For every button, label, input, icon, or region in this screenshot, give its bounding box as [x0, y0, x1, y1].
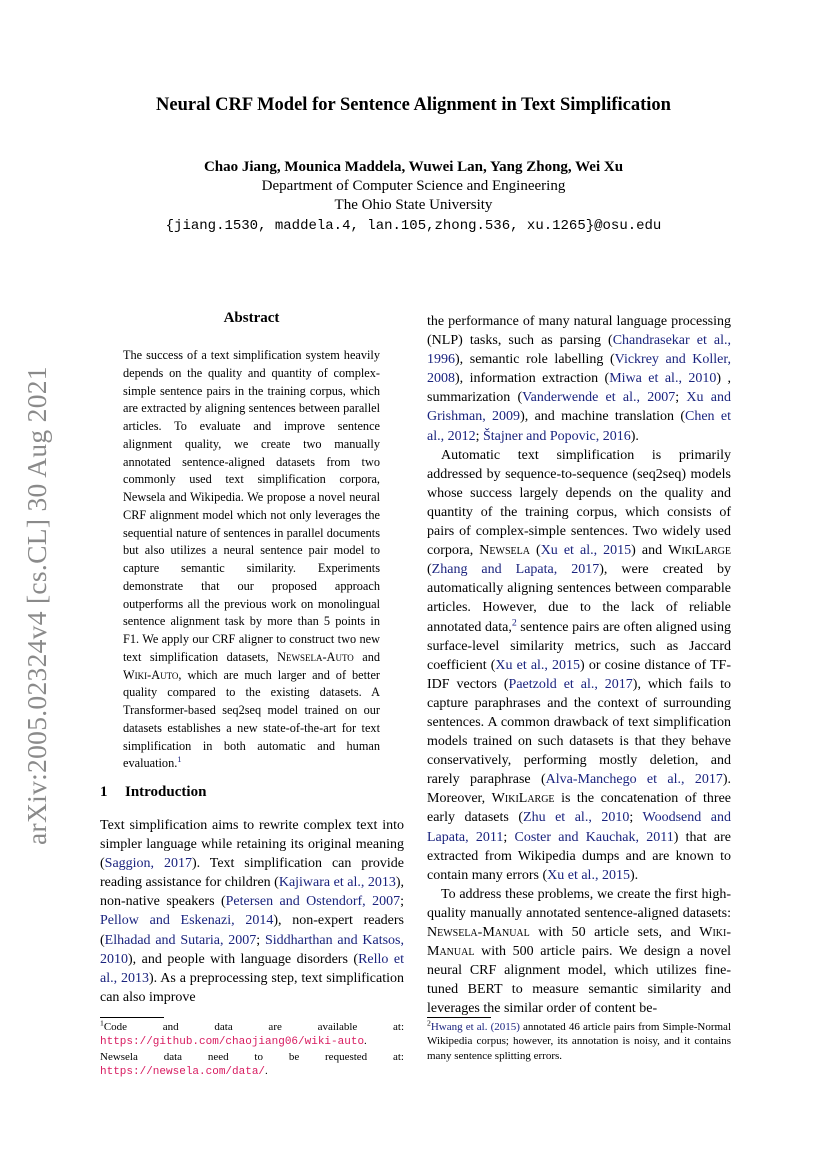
affiliation-department: Department of Computer Science and Engineering — [261, 178, 566, 194]
citation-link[interactable]: Coster and Kauchak, 2011 — [514, 829, 674, 845]
dataset-name: Wiki-Manual — [427, 925, 731, 960]
abstract-body: The success of a text simplification system heavily depends on the quality and quantity of complex-simple sentence pairs in the training corpus, which are extracted by aligning sentences between parallel articles. To evaluate and improve sentence alignment quality, we create two manually annotated sentence-aligned datasets from two commonly used text simplification corpora, Newsela and Wikipedia. We propose a novel neural CRF alignment model which not only leverages the sequential nature of sentences in parallel documents but also utilizes a neural sentence pair model to capture semantic similarity. Experiments demonstrate that our proposed approach outperforms all the previous work on monolingual sentence alignment task by more than 5 points in F1. We apply our CRF aligner to construct two new text simplification datasets, Newsela-Auto and Wiki-Auto, which are much larger and of better quality compared to the existing datasets. A Transformer-based seq2seq model trained on our datasets establishes a new state-of-the-art for text simplification in both automatic and human evaluation.$^1$ — [123, 348, 380, 771]
citation-link[interactable]: Chandrasekar et al., 1996 — [427, 333, 731, 368]
citation-link[interactable]: Siddharthan and Katsos, 2010 — [100, 932, 405, 967]
intro-paragraph-2: Automatic text simplification is primarily addressed by sequence-to-sequence (seq2seq) models whose success largely depends on the quality and quantity of the training corpus, which consists of pairs of complex-simple sentences. Two widely used corpora, Newsela (Xu et al., 2015) and WikiLarge (Zhang and Lapata, 2017), were created by automatically aligning sentences between comparable articles. However, due to the lack of reliable annotated data,$^2$ sentence pairs are often aligned using surface-level similarity metrics, such as Jaccard coefficient (Xu et al., 2015) or cosine distance of TF-IDF vectors (Paetzold et al., 2017), which fails to capture paraphrases and the context of surrounding sentences. A common drawback of text simplification models trained on such datasets is that they behave conservatively, performing mostly deletion, and rarely paraphrase (Alva-Manchego et al., 2017). Moreover, WikiLarge is the concatenation of three early datasets (Zhu et al., 2010; Woodsend and Lapata, 2011; Coster and Kauchak, 2011) that are extracted from Wikipedia dumps and are known to contain many errors (Xu et al., 2015). — [427, 447, 732, 883]
citation-link[interactable]: Alva-Manchego et al., 2017 — [545, 772, 723, 788]
footnote-marker[interactable]: 1 — [177, 754, 182, 765]
citation-link[interactable]: Hwang et al. (2015) — [430, 1021, 520, 1033]
dataset-name: Wiki-Auto — [123, 667, 179, 682]
footnote-1: $^1$Code and data are available at: https://github.com/chaojiang06/wiki-auto. Newsela data need to be requested at: https://newsela.com/data/. — [100, 1018, 404, 1078]
section-title: Introduction — [125, 784, 207, 800]
footnote-rule — [100, 1017, 164, 1018]
citation-link[interactable]: Kajiwara et al., 2013 — [278, 875, 396, 891]
code-url-link[interactable]: https://github.com/chaojiang06/wiki-auto — [100, 1036, 365, 1049]
citation-link[interactable]: Chen et al., 2012 — [427, 409, 731, 444]
citation-link[interactable]: Elhadad and Sutaria, 2007 — [104, 932, 257, 948]
footnote-2: $^2$Hwang et al. (2015) annotated 46 article pairs from Simple-Normal Wikipedia corpus; however, its annotation is noisy, and it contains many sentence splitting errors. — [427, 1018, 731, 1062]
citation-link[interactable]: Vickrey and Koller, 2008 — [427, 352, 732, 387]
dataset-name: Newsela-Manual — [427, 925, 530, 940]
citation-link[interactable]: Rello et al., 2013 — [100, 951, 404, 986]
paper-title: Neural CRF Model for Sentence Alignment in Text Simplification — [156, 95, 671, 115]
citation-link[interactable]: Paetzold et al., 2017 — [508, 676, 633, 692]
abstract-heading: Abstract — [223, 310, 280, 326]
footnote-rule — [427, 1017, 491, 1018]
intro-paragraph-1-continued: the performance of many natural language processing (NLP) tasks, such as parsing (Chandrasekar et al., 1996), semantic role labelling (Vickrey and Koller, 2008), information extraction (Miwa et al., 2010) , summarization (Vanderwende et al., 2007; Xu and Grishman, 2009), and machine translation (Chen et al., 2012; Štajner and Popovic, 2016). — [427, 314, 732, 444]
citation-link[interactable]: Zhang and Lapata, 2017 — [431, 562, 600, 578]
author-emails: {jiang.1530, maddela.4, lan.105,zhong.536, xu.1265}@osu.edu — [165, 218, 662, 234]
footnote-marker[interactable]: 2 — [511, 616, 517, 628]
citation-link[interactable]: Xu et al., 2015 — [540, 543, 632, 559]
citation-link[interactable]: Pellow and Eskenazi, 2014 — [100, 913, 274, 929]
dataset-name: Newsela-Auto — [277, 649, 354, 664]
arxiv-identifier-stamp: arXiv:2005.02324v4 [cs.CL] 30 Aug 2021 — [21, 366, 52, 845]
citation-link[interactable]: Xu et al., 2015 — [495, 657, 581, 673]
citation-link[interactable]: Zhu et al., 2010 — [523, 810, 630, 826]
citation-link[interactable]: Xu et al., 2015 — [547, 867, 630, 883]
dataset-name: WikiLarge — [668, 543, 731, 559]
intro-paragraph-1: Text simplification aims to rewrite complex text into simpler language while retaining its original meaning (Saggion, 2017). Text simplification can provide reading assistance for children (Kajiwara et al., 2013), non-native speakers (Petersen and Ostendorf, 2007; Pellow and Eskenazi, 2014), non-expert readers (Elhadad and Sutaria, 2007; Siddharthan and Katsos, 2010), and people with language disorders (Rello et al., 2013). As a preprocessing step, text simplification can also improve — [100, 818, 405, 1005]
citation-link[interactable]: Saggion, 2017 — [104, 856, 192, 872]
right-column — [427, 312, 731, 1018]
section-heading-introduction — [100, 784, 206, 801]
dataset-name: WikiLarge — [491, 791, 555, 807]
intro-paragraph-3: To address these problems, we create the first high-quality manually annotated sentence-aligned datasets: Newsela-Manual with 50 article sets, and Wiki-Manual with 500 article pairs. We design a novel neural CRF alignment model, which utilizes fine-tuned BERT to measure semantic similarity and leverages the similar order of content be- — [427, 886, 731, 1017]
newsela-url-link[interactable]: https://newsela.com/data/ — [100, 1065, 266, 1078]
citation-link[interactable]: Xu and Grishman, 2009 — [427, 390, 731, 425]
citation-link[interactable]: Vanderwende et al., 2007 — [522, 390, 676, 406]
author-list: Chao Jiang, Mounica Maddela, Wuwei Lan, Yang Zhong, Wei Xu — [203, 159, 624, 175]
citation-link[interactable]: Petersen and Ostendorf, 2007 — [225, 894, 401, 910]
dataset-name: Newsela — [479, 543, 530, 559]
section-number: 1 — [100, 784, 108, 800]
citation-link[interactable]: Woodsend and Lapata, 2011 — [427, 810, 732, 845]
affiliation-university: The Ohio State University — [334, 197, 493, 213]
citation-link[interactable]: Štajner and Popovic, 2016 — [483, 428, 631, 444]
citation-link[interactable]: Miwa et al., 2010 — [609, 371, 717, 387]
